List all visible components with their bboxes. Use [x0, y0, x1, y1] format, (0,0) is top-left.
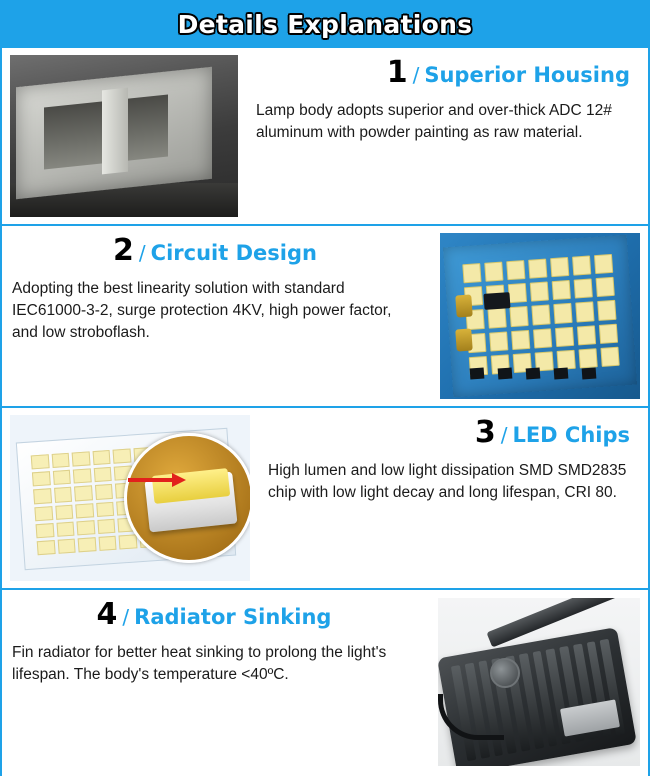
page-title: Details Explanations	[177, 9, 473, 39]
section-1-heading	[256, 55, 634, 90]
section-3-separator: /	[500, 423, 508, 447]
section-1-body: Lamp body adopts superior and over-thick ADC 12# aluminum with powder painting as raw material.	[256, 102, 612, 141]
section-3-text-column	[258, 408, 648, 588]
section-4-title: Radiator Sinking	[134, 605, 332, 629]
section-2-body: Adopting the best linearity solution with standard IEC61000-3-2, surge protection 4KV, high power factor, and low stroboflash.	[12, 280, 392, 341]
section-1-text-column	[246, 48, 648, 224]
section-3-heading	[268, 415, 634, 450]
section-3-title: LED Chips	[512, 423, 630, 447]
section-4-separator: /	[122, 605, 130, 629]
section-4-body: Fin radiator for better heat sinking to prolong the light's lifespan. The body's temperature <40ºC.	[12, 644, 387, 683]
section-2-heading	[12, 233, 418, 268]
section-2-media	[432, 226, 648, 406]
section-1-media	[2, 48, 246, 224]
section-2-separator: /	[138, 241, 146, 265]
section-row-2	[2, 226, 648, 408]
pointer-arrow-icon	[128, 473, 188, 487]
page-header	[2, 0, 648, 48]
aluminum-housing-photo	[10, 55, 238, 217]
section-row-3	[2, 408, 648, 590]
led-chips-photo	[10, 415, 250, 581]
magnified-chip-inset	[124, 433, 250, 563]
section-row-4	[2, 590, 648, 774]
section-1-number: 1	[386, 55, 408, 90]
section-2-text-column	[2, 226, 432, 406]
section-3-media	[2, 408, 258, 588]
section-4-text-column	[2, 590, 430, 774]
section-2-title: Circuit Design	[150, 241, 317, 265]
section-2-number: 2	[113, 233, 134, 268]
section-1-separator: /	[412, 63, 420, 87]
section-4-number: 4	[96, 597, 118, 632]
section-4-heading	[12, 597, 416, 632]
section-4-media	[430, 590, 648, 774]
section-3-body: High lumen and low light dissipation SMD SMD2835 chip with low light decay and long lifespan, CRI 80.	[268, 462, 627, 501]
section-3-number: 3	[474, 415, 496, 450]
section-row-1	[2, 48, 648, 226]
section-1-title: Superior Housing	[424, 63, 630, 87]
radiator-floodlight-photo	[438, 598, 640, 766]
circuit-board-photo	[440, 233, 640, 399]
